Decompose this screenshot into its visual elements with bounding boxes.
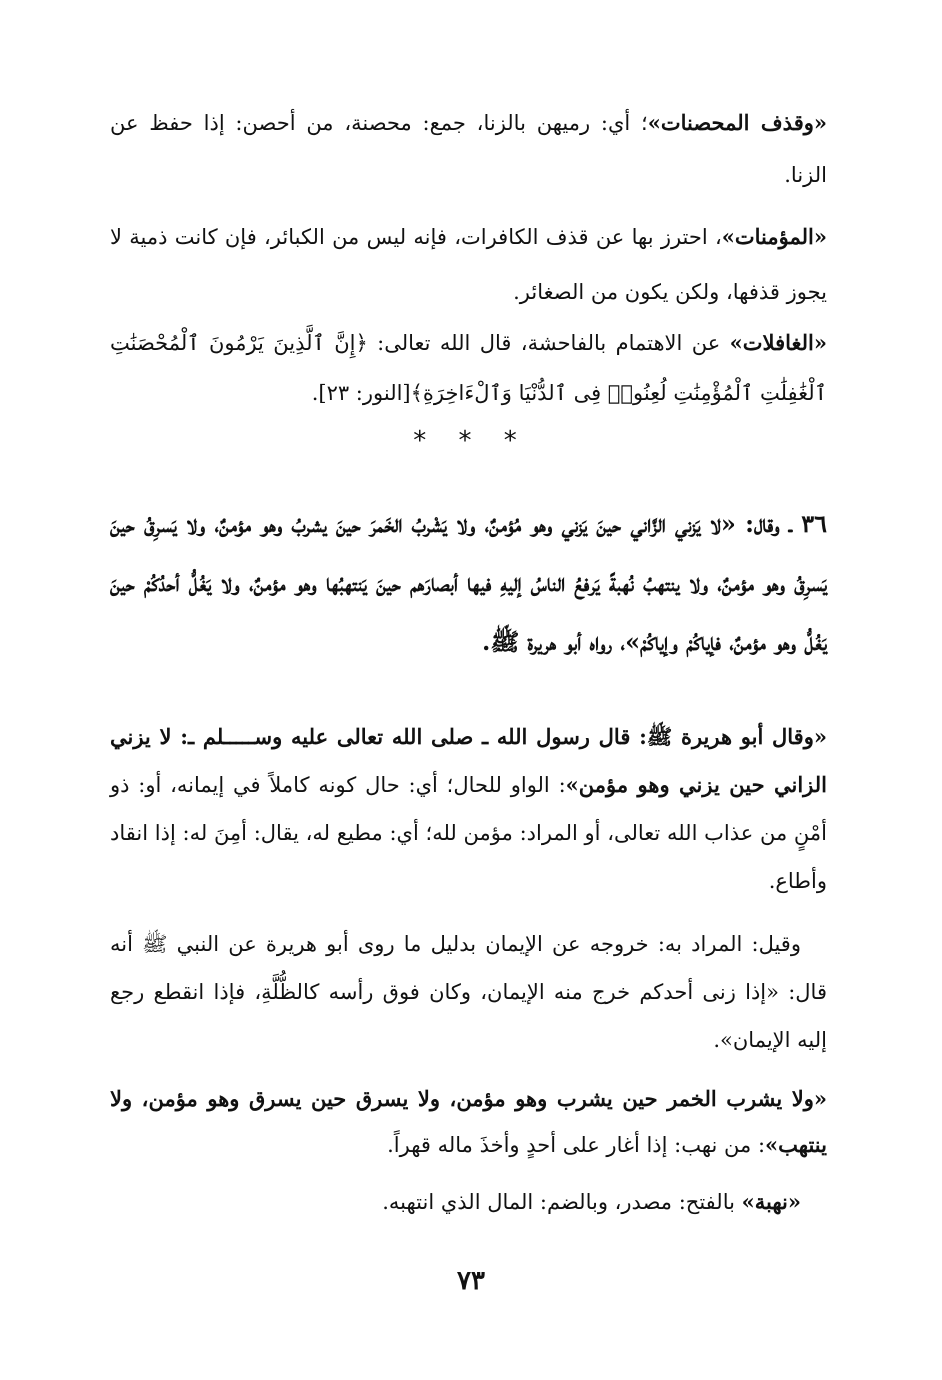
explanation-8: : من نهب: إذا أغار على أحدٍ وأخذَ ماله قهراً. xyxy=(387,1133,766,1157)
explanation-3: عن الاهتمام بالفاحشة، قال الله تعالى: ﴿إِنَّ ٱلَّذِينَ يَرْمُونَ ٱلْمُحْصَنَٰتِ ٱلْغَٰفِلَٰتِ ٱلْمُؤْمِنَٰتِ لُعِنُوا۟ فِى ٱلدُّنْيَا وَٱلْءَاخِرَةِ﴾[النور: ٢٣]. xyxy=(110,331,827,405)
explanation-9: بالفتح: مصدر، وبالضم: المال الذي انتهبه. xyxy=(382,1190,742,1214)
explanation-1: ؛ أي: رميهن بالزنا، جمع: محصنة، من أحصن: إذا حفظ عن الزنا. xyxy=(110,111,827,187)
term-8: «ولا يشرب الخمر حين يشرب وهو مؤمن، ولا يسرق حين يسرق وهو مؤمن، ولا ينتهب» xyxy=(110,1086,827,1157)
term-1: «وقذف المحصنات» xyxy=(647,110,827,135)
term-3: «الغافلات» xyxy=(729,330,827,355)
explanation-6: : الواو للحال؛ أي: حال كونه كاملاً في إيمانه، أو: ذو أمْنٍ من عذاب الله تعالى، أو المراد: مؤمن لله؛ أي: مطيع له، يقال: أمِنَ له: إذا انقاد وأطاع. xyxy=(110,773,827,893)
hadith-36: ٣٦ ـ وقال: «لا يَزني الزَّاني حينَ يَزني وهو مُؤمنٌ، ولا يَشْربُ الخَمرَ حينَ يشربُ وهو مؤمنٌ، ولا يَسرِقُ حينَ يَسرِقُ وهو مؤمنٌ، ولا ينتهبُ نُهبةً يَرفعُ الناسُ إليهِ فيها أبصارَهم حينَ يَنتهبُها وهو مؤمنٌ، ولا يَغُلُّ أحدُكُمْ حينَ يَغُلُّ وهو مؤمنٌ، فإياكُمْ وإياكُمْ»، رواه أبو هريرة ﷺ. xyxy=(110,509,827,656)
term-2: «المؤمنات» xyxy=(721,224,827,249)
page-number: ٧٣ xyxy=(457,1266,485,1296)
paragraph-8 xyxy=(110,1076,827,1168)
paragraph-1 xyxy=(110,97,827,201)
paragraph-6 xyxy=(110,713,827,905)
term-9: «نهبة» xyxy=(741,1189,801,1214)
paragraph-9 xyxy=(110,1182,827,1222)
paragraph-3 xyxy=(110,318,827,418)
term-6: «وقال أبو هريرة ﷺ: قال رسول الله ـ صلى الله تعالى عليه وســـــلم ـ: لا يزني الزاني حين يزني وهو مؤمن» xyxy=(110,724,827,797)
section-separator: * * * xyxy=(413,426,529,456)
explanation-2: ، احترز بها عن قذف الكافرات، فإنه ليس من الكبائر، فإن كانت ذمية لا يجوز قذفها، ولكن يكون من الصغائر. xyxy=(110,225,827,304)
paragraph-7: وقيل: المراد به: خروجه عن الإيمان بدليل ما روى أبو هريرة عن النبي ﷺ أنه قال: «إذا زنى أحدكم خرج منه الإيمان، وكان فوق رأسه كالظُّلَّةِ، فإذا انقطع رجع إليه الإيمان». xyxy=(110,932,827,1052)
paragraph-2 xyxy=(110,209,827,320)
